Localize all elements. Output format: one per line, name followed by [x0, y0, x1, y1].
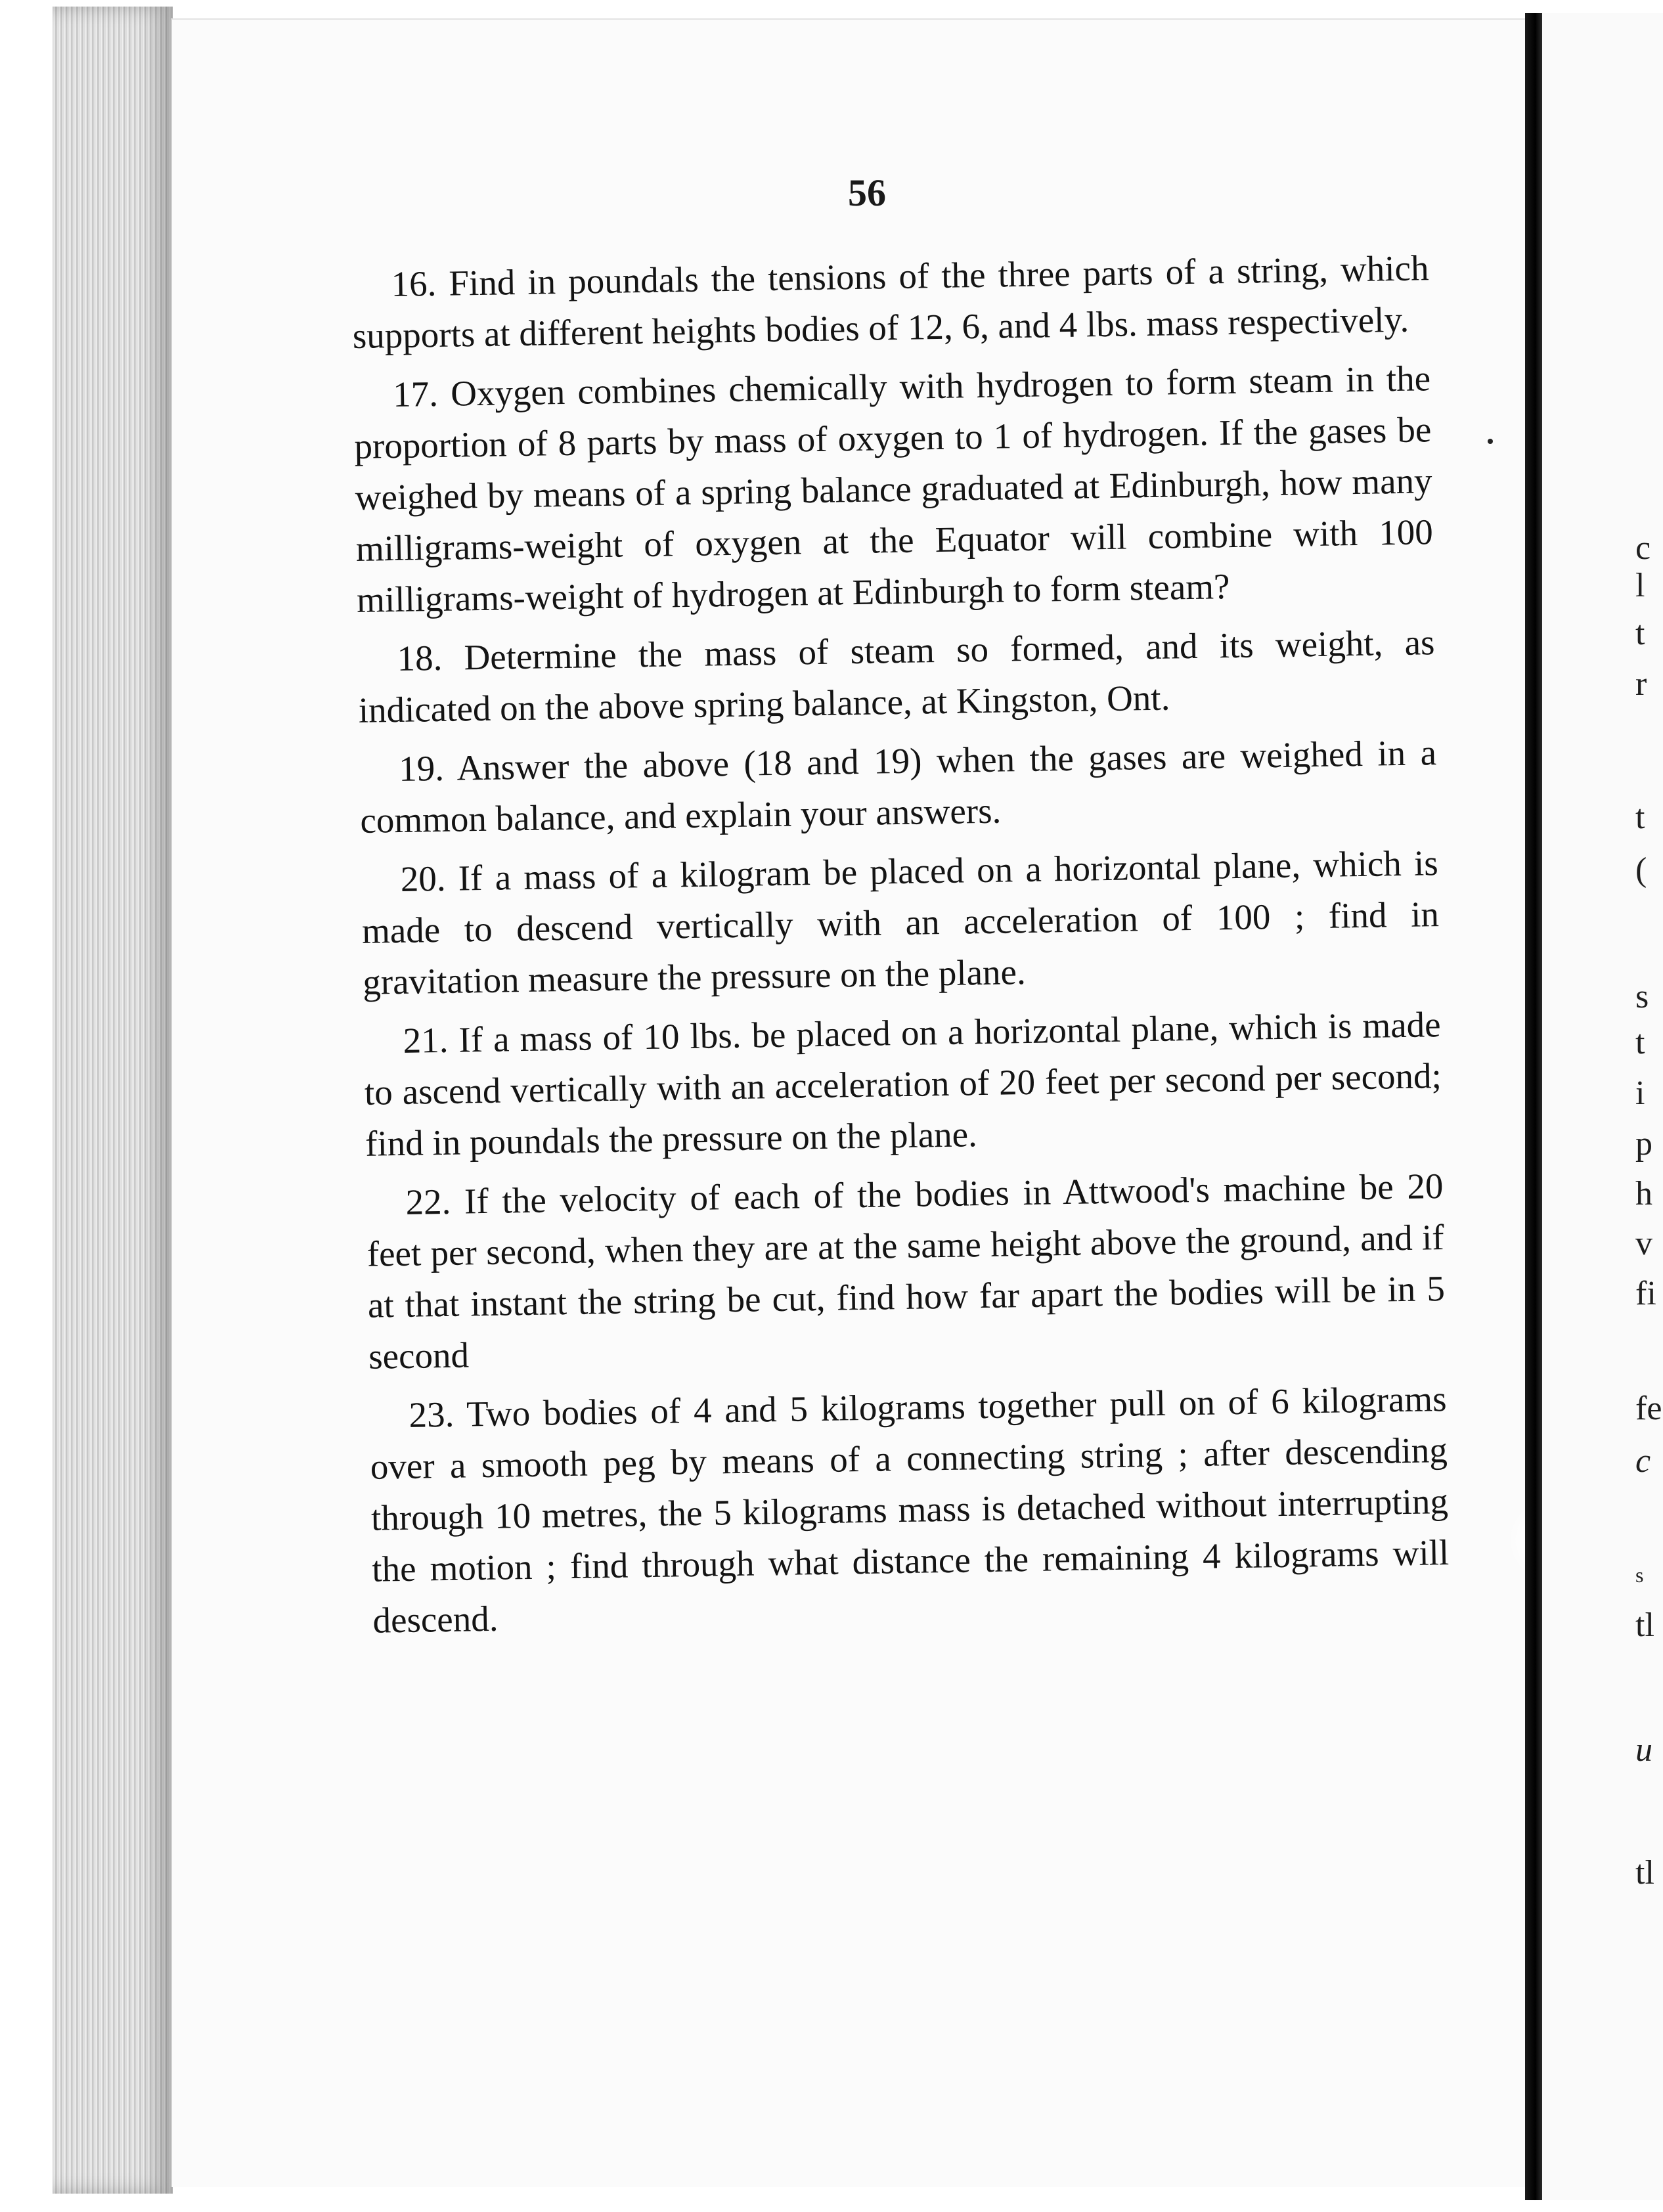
problem-text: Answer the above (18 and 19) when the gases are weighed in a common balance, and explain your answers.	[359, 732, 1437, 841]
problem-number: 20.	[400, 858, 447, 899]
problem-21	[363, 999, 1442, 1170]
problem-number: 21.	[403, 1019, 449, 1061]
problem-number: 23.	[409, 1394, 455, 1435]
problem-20	[361, 837, 1440, 1008]
facing-fragment: t	[1635, 615, 1645, 652]
facing-fragment: (	[1635, 851, 1647, 889]
facing-fragment: u	[1635, 1731, 1652, 1769]
facing-fragment: tl	[1635, 1606, 1654, 1644]
problem-17	[353, 353, 1434, 626]
facing-fragment: c	[1635, 1442, 1651, 1480]
facing-fragment: l	[1635, 567, 1645, 604]
problem-number: 18.	[397, 637, 443, 678]
page-number: 56	[848, 171, 886, 214]
problem-number: 19.	[398, 747, 445, 789]
problem-text: Oxygen combines chemically with hydrogen to form steam in the proportion of 8 parts by mass of oxygen to 1 of hydrogen. If the gases be weighed by means of a spring balance graduated at Edinburgh, how many milligrams-weight of oxygen at the Equator will combine with 100 milligrams-weight of hydrogen at Edinburgh to form steam?	[353, 358, 1434, 620]
problem-list	[351, 242, 1450, 1654]
problem-19	[359, 727, 1438, 847]
problem-number: 22.	[405, 1181, 451, 1222]
problem-text: Find in poundals the tensions of the three parts of a string, which supports at different heights bodies of 12, 6, and 4 lbs. mass respectively.	[352, 248, 1429, 356]
facing-fragment: i	[1635, 1074, 1645, 1112]
problem-text: If a mass of a kilogram be placed on a horizontal plane, which is made to descend vertically with an acceleration of 100 ; find in gravitation measure the pressure on the plane.	[361, 843, 1440, 1002]
facing-fragment: t	[1635, 1024, 1645, 1061]
book-page-edges	[53, 7, 173, 2194]
facing-fragment: p	[1635, 1125, 1652, 1162]
book-gutter	[1525, 13, 1542, 2200]
facing-fragment: r	[1635, 665, 1647, 703]
problem-number: 17.	[392, 373, 439, 415]
problem-16	[351, 242, 1430, 362]
problem-text: Determine the mass of steam so formed, and its weight, as indicated on the above spring balance, at Kingston, Ont.	[358, 622, 1435, 730]
problem-text: If a mass of 10 lbs. be placed on a horizontal plane, which is made to ascend vertically with an acceleration of 20 feet per second per second; find in poundals the pressure on the plane.	[364, 1004, 1442, 1164]
facing-page-text-fragments	[1635, 0, 1663, 2212]
facing-fragment: s	[1635, 1563, 1644, 1587]
facing-fragment: h	[1635, 1175, 1652, 1212]
facing-fragment: fi	[1635, 1275, 1656, 1312]
facing-fragment: t	[1635, 799, 1645, 836]
facing-fragment: tl	[1635, 1854, 1654, 1891]
problem-number: 16.	[391, 263, 437, 305]
problem-text: Two bodies of 4 and 5 kilograms together pull on of 6 kilograms over a smooth peg by means of a connecting string ; after descending through 10 metres, the 5 kilograms mass is detached without interrupting the motion ; find through what distance the remaining 4 kilograms will descend.	[370, 1379, 1450, 1641]
problem-23	[369, 1373, 1450, 1647]
problem-18	[357, 617, 1436, 736]
facing-fragment: v	[1635, 1225, 1652, 1262]
problem-text: If the velocity of each of the bodies in Attwood's machine be 20 feet per second, when they are at the same height above the ground, and if at that instant the string be cut, find how far apart the bodies will be in 5 second	[366, 1166, 1446, 1377]
ink-speck	[1488, 439, 1493, 444]
problem-22	[366, 1161, 1446, 1382]
facing-fragment: fe	[1635, 1390, 1662, 1427]
facing-fragment: c	[1635, 529, 1651, 567]
facing-fragment: s	[1635, 978, 1649, 1015]
